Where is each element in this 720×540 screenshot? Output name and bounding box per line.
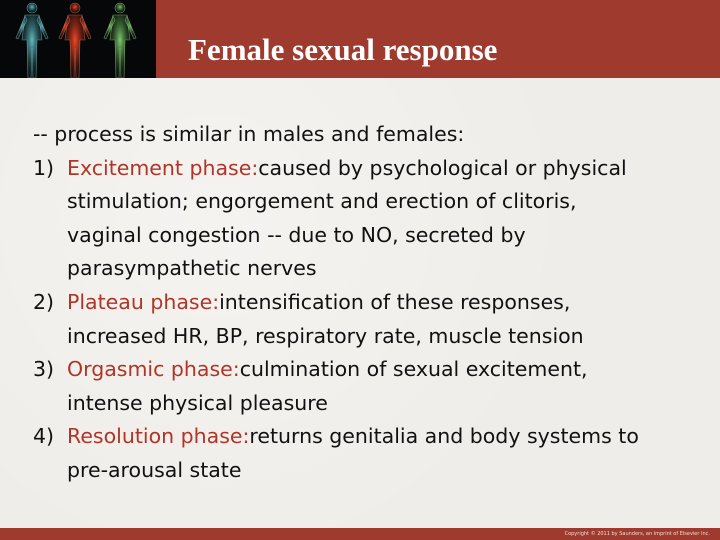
item-text: intensification of these responses,	[219, 289, 571, 314]
item-text: vaginal congestion -- due to NO, secreted by	[67, 222, 526, 247]
item-text: stimulation; engorgement and erection of clitoris,	[67, 189, 577, 214]
item-text: returns genitalia and body systems to	[249, 424, 639, 449]
intro-line: -- process is similar in males and females:	[33, 122, 465, 146]
item-text: caused by psychological or physical	[258, 155, 627, 180]
phase-label: Resolution phase:	[67, 424, 250, 449]
anatomy-figures-icon	[0, 0, 156, 78]
list-number: 1)	[33, 155, 55, 180]
item-text: pre-arousal state	[67, 457, 242, 482]
item-text: increased HR, BP, respiratory rate, muscle tension	[67, 323, 584, 348]
phase-label: Plateau phase:	[67, 289, 220, 314]
slide-body	[33, 118, 703, 488]
list-number: 4)	[33, 424, 55, 449]
list-item-orgasmic	[33, 353, 703, 420]
list-item-excitement	[33, 152, 703, 286]
list-number: 3)	[33, 357, 55, 382]
item-text: parasympathetic nerves	[67, 256, 317, 281]
item-text: culmination of sexual excitement,	[239, 357, 588, 382]
list-number: 2)	[33, 289, 55, 314]
item-text: intense physical pleasure	[67, 390, 328, 415]
phase-label: Excitement phase:	[67, 155, 259, 180]
list-item-plateau	[33, 286, 703, 353]
slide-title: Female sexual response	[188, 32, 498, 67]
phase-label: Orgasmic phase:	[67, 357, 240, 382]
list-item-resolution	[33, 420, 703, 487]
copyright-notice: Copyright © 2011 by Saunders, an imprint of Elsevier Inc.	[564, 531, 710, 537]
header-bar	[0, 0, 720, 78]
